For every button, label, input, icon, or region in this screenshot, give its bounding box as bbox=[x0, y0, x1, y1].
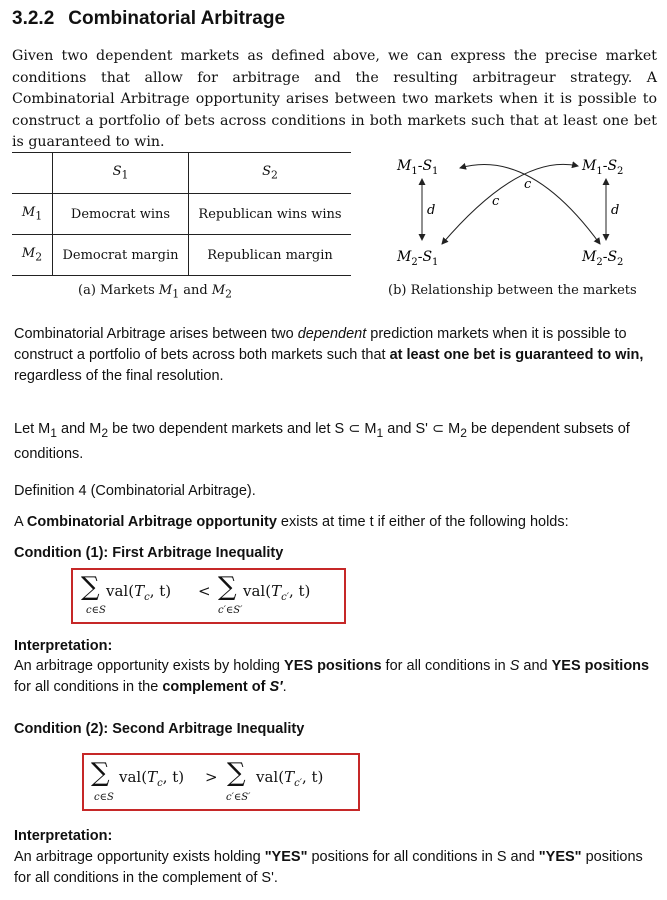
table-row bbox=[12, 235, 351, 276]
node-m2-s2: $M_2-S_2$ bbox=[582, 249, 624, 268]
row-label-m1: $M_1$ bbox=[12, 194, 53, 235]
sigma-left: ∑ bbox=[91, 758, 110, 788]
edge-label-d-right: d bbox=[611, 203, 620, 218]
term-right: $val(T_{c'}$, t) bbox=[243, 582, 311, 603]
table-corner bbox=[12, 153, 53, 194]
intro-paragraph: Given two dependent markets as defined above, we can express the precise market conditions that allow for arbitrage and the resulting arbitrageur strategy. A Combinatorial Arbitrage opportunity arises between two markets when it is possible to construct a portfolio of bets across conditions in both markets such that at least one bet is guaranteed to win. bbox=[12, 48, 657, 150]
section-heading bbox=[12, 8, 285, 30]
condition-1-title: Condition (1): First Arbitrage Inequality bbox=[14, 545, 284, 561]
interpretation-2-text: An arbitrage opportunity exists holding "YES" positions for all conditions in S and "YES" positions for all conditions in the complement of S'. bbox=[14, 849, 643, 886]
paragraph-description: Combinatorial Arbitrage arises between two dependent prediction markets when it is possible to construct a portfolio of bets across both markets such that at least one bet is guaranteed to win, regardless of the final resolution. bbox=[14, 326, 644, 384]
relationship-diagram bbox=[380, 148, 660, 273]
table-header-s1: $S_1$ bbox=[53, 153, 189, 194]
definition-label: Definition 4 (Combinatorial Arbitrage). bbox=[14, 483, 256, 499]
inequality-2-box bbox=[82, 753, 360, 811]
condition-2-title: Condition (2): Second Arbitrage Inequality bbox=[14, 721, 305, 737]
table-cell: Republican wins wins bbox=[189, 194, 352, 235]
inequality-operator: > bbox=[205, 768, 218, 786]
inequality-1-box bbox=[71, 568, 346, 624]
edge-c-m2s1-m1s2 bbox=[442, 164, 578, 244]
table-cell: Democrat margin bbox=[53, 235, 189, 276]
edge-label-d-left: d bbox=[427, 203, 436, 218]
term-left: $val(T_c$, t) bbox=[106, 582, 172, 603]
index-right: c′∈S′ bbox=[218, 605, 243, 616]
edge-label-c-1: c bbox=[492, 194, 500, 209]
markets-table bbox=[12, 152, 351, 276]
diagram-caption: (b) Relationship between the markets bbox=[388, 283, 637, 298]
edge-label-c-2: c bbox=[524, 177, 532, 192]
section-number: 3.2.2 bbox=[12, 8, 55, 29]
index-left: c∈S bbox=[94, 792, 114, 803]
node-m1-s2: $M_1-S_2$ bbox=[582, 158, 624, 177]
sigma-left: ∑ bbox=[81, 572, 100, 602]
paragraph-markets: Let $M_1$ and $M_2$ be two dependent markets and let S ⊂ $M_1$ and S' ⊂ $M_2$ be dependent subsets of conditions. bbox=[14, 421, 630, 462]
term-right: $val(T_{c'}$, t) bbox=[256, 768, 324, 789]
table-cell: Democrat wins bbox=[53, 194, 189, 235]
node-m2-s1: $M_2-S_1$ bbox=[397, 249, 439, 268]
table-cell: Republican margin bbox=[189, 235, 352, 276]
index-left: c∈S bbox=[86, 605, 106, 616]
interpretation-2-label: Interpretation: bbox=[14, 828, 113, 844]
node-m1-s1: $M_1-S_1$ bbox=[397, 158, 439, 177]
definition-statement: A Combinatorial Arbitrage opportunity exists at time t if either of the following holds: bbox=[14, 514, 569, 530]
table-header-s2: $S_2$ bbox=[189, 153, 352, 194]
term-left: $val(T_c$, t) bbox=[119, 768, 185, 789]
section-title: Combinatorial Arbitrage bbox=[68, 8, 286, 29]
index-right: c′∈S′ bbox=[226, 792, 251, 803]
interpretation-1-label: Interpretation: bbox=[14, 638, 113, 654]
inequality-operator: < bbox=[198, 582, 211, 600]
interpretation-1-text: An arbitrage opportunity exists by holding YES positions for all conditions in S and YES positions for all conditions in the complement of S′. bbox=[14, 658, 650, 695]
sigma-right: ∑ bbox=[218, 572, 237, 602]
table-row bbox=[12, 194, 351, 235]
table-caption: (a) Markets $M_1$ and $M_2$ bbox=[78, 283, 233, 301]
sigma-right: ∑ bbox=[227, 758, 246, 788]
row-label-m2: $M_2$ bbox=[12, 235, 53, 276]
